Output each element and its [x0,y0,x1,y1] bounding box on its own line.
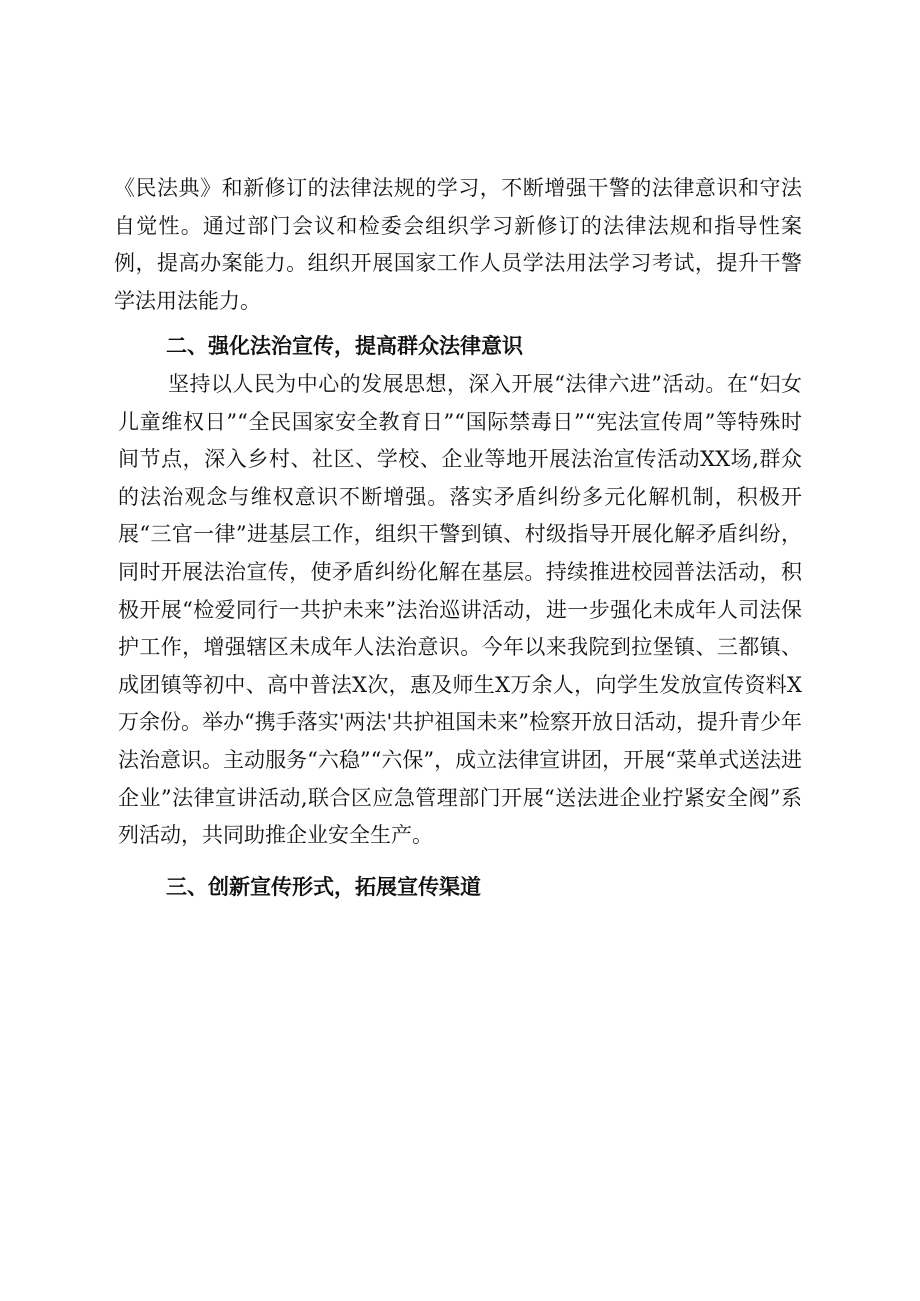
section-3-heading: 三、创新宣传形式，拓展宣传渠道 [166,874,481,899]
document-page [114,170,803,906]
intro-paragraph: 《民法典》和新修订的法律法规的学习，不断增强干警的法律意识和守法自觉性。通过部门会议和检委会组织学习新修订的法律法规和指导性案例，提高办案能力。组织开展国家工作人员学法用法学习考试，提升干警学法用法能力。 [114,176,802,313]
spacer [118,855,802,869]
section-2-heading: 二、强化法治宣传，提高群众法律意识 [166,334,523,359]
spacer [118,320,802,328]
section-2-paragraph: 坚持以人民为中心的发展思想，深入开展“法律六进”活动。在“妇女儿童维权日”“全民国家安全教育日”“国际禁毒日”“宪法宣传周”等特殊时间节点，深入乡村、社区、学校、企业等地开展法治宣传活动XX场,群众的法治观念与维权意识不断增强。落实矛盾纠纷多元化解机制，积极开展“三官一律”进基层工作，组织干警到镇、村级指导开展化解矛盾纠纷，同时开展法治宣传，使矛盾纠纷化解在基层。持续推进校园普法活动，积极开展“检爱同行一共护未来”法治巡讲活动，进一步强化未成年人司法保护工作，增强辖区未成年人法治意识。今年以来我院到拉堡镇、三都镇、成团镇等初中、高中普法X次，惠及师生X万余人，向学生发放宣传资料X万余份。举办“携手落实'两法'共护祖国未来”检察开放日活动，提升青少年法治意识。主动服务“六稳”“六保”，成立法律宣讲团，开展“菜单式送法进企业”法律宣讲活动,联合区应急管理部门开展“送法进企业拧紧安全阀”系列活动，共同助推企业安全生产。 [118,371,803,848]
